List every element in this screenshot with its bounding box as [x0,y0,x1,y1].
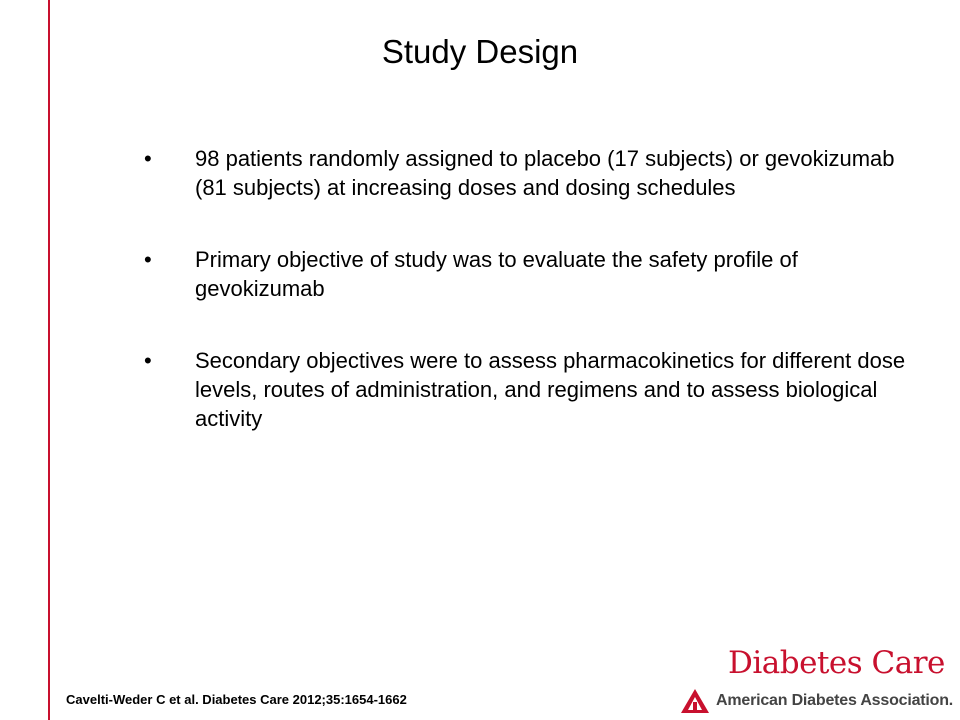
left-accent-rule [48,0,50,720]
slide-title: Study Design [381,33,579,70]
ada-name: American Diabetes Association. [716,692,954,709]
bullet-marker: • [144,146,152,171]
ada-logo [680,688,953,714]
bullet-text: Secondary objectives were to assess pharmacokinetics for different dose levels, routes of administration, and regimens and to assess biological activity [195,348,906,431]
bullet-text: 98 patients randomly assigned to placebo (17 subjects) or gevokizumab (81 subjects) at increasing doses and dosing schedules [195,146,895,200]
bullet-item [140,346,920,433]
bullet-item [140,144,920,202]
bullet-marker: • [144,348,152,373]
bullet-list [140,144,920,476]
bullet-item [140,245,920,303]
bullet-marker: • [144,247,152,272]
journal-logo: Diabetes Care [728,645,945,681]
bullet-text: Primary objective of study was to evaluate the safety profile of gevokizumab [195,247,798,301]
ada-triangle-icon [680,688,710,714]
citation: Cavelti-Weder C et al. Diabetes Care 2012;35:1654-1662 [66,692,407,707]
